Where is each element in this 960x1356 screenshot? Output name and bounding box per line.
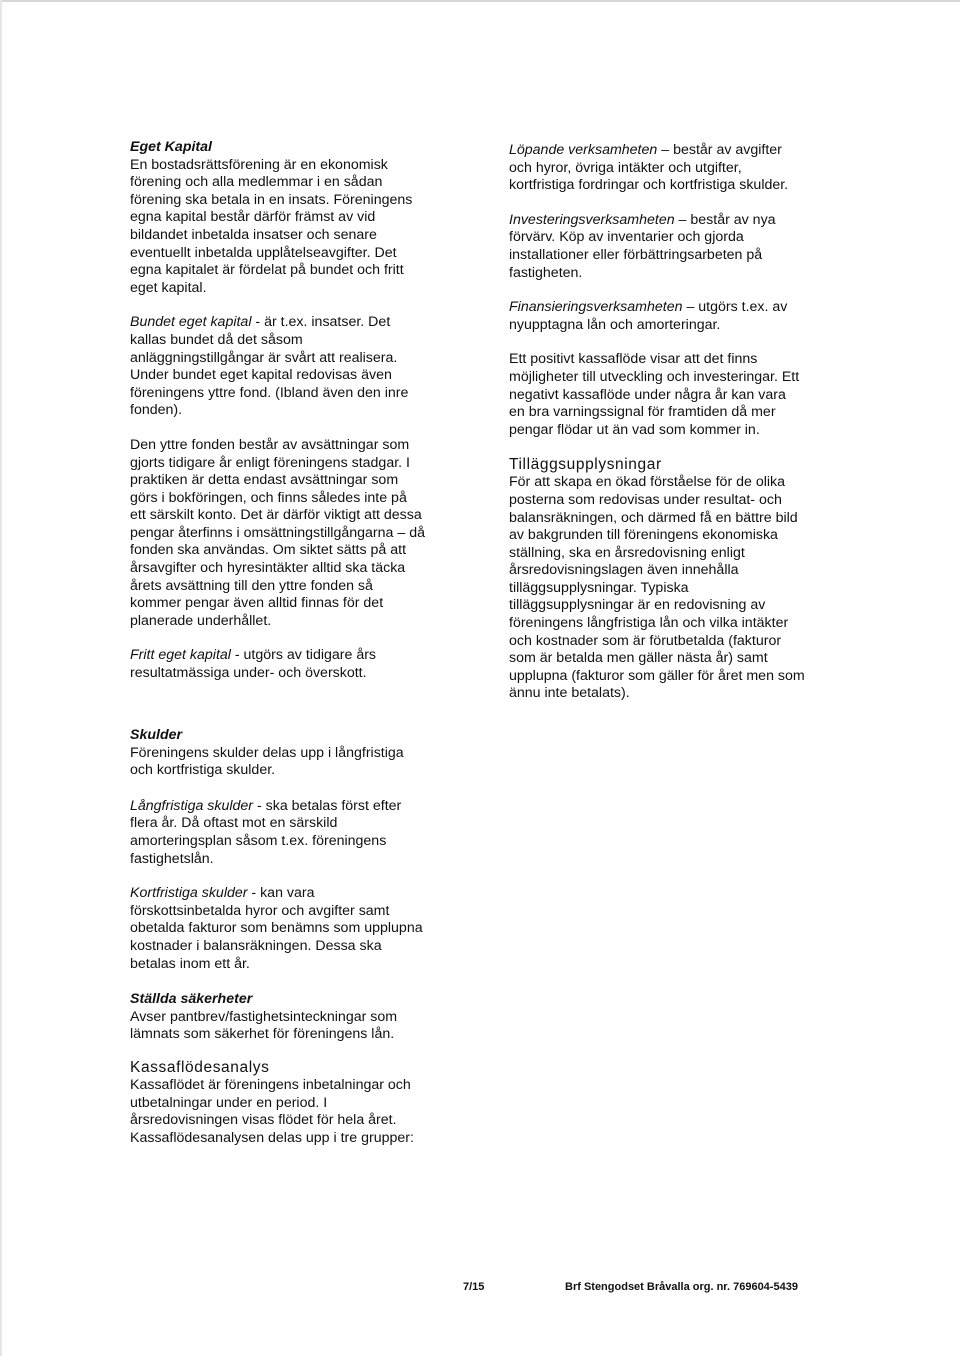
text-bundet-eget-kapital: - är t.ex. insatser. Det kallas bundet då det såsom anläggningstillgångar är svårt att realisera. Under bundet eget kapital redovisas även föreningens yttre fond. (Ibland även den inre fonden).	[130, 314, 409, 419]
footer-page-number: 7/15	[463, 1281, 485, 1293]
paragraph-fritt-eget-kapital	[130, 647, 470, 682]
scan-edge-top	[0, 0, 960, 2]
body-tillaggsupplysningar: För att skapa en ökad förståelse för de olika posterna som redovisas under resultat- och balansräkningen, och därmed få en bättre bild av bakgrunden till föreningens ekonomiska ställning, ska en årsredovisning enligt årsredovisningslagen även innehålla tilläggsupplysningar. Typiska tilläggsupplysningar är en redovisning av föreningens långfristiga lån och vilka intäkter och kostnader som är förutbetalda (fakturor som är betalda men gäller nästa år) samt upplupna (fakturor som gäller för året men som ännu inte betalats).	[509, 474, 805, 702]
left-column	[130, 139, 470, 683]
heading-skulder: Skulder	[130, 727, 183, 743]
text-fritt-eget-kapital: - utgörs av tidigare års resultatmässiga under- och överskott.	[130, 647, 377, 682]
paragraph-bundet-eget-kapital	[130, 314, 470, 420]
paragraph-kortfristiga-skulder	[130, 885, 470, 973]
section-tillaggsupplysningar	[509, 455, 849, 703]
footer-organization: Brf Stengodset Bråvalla org. nr. 769604-5439	[565, 1281, 798, 1293]
right-column	[509, 142, 849, 703]
text-langfristiga-skulder: - ska betalas först efter flera år. Då oftast mot en särskild amorteringsplan såsom t.ex. föreningens fastighetslån.	[130, 797, 402, 867]
left-column-lower	[130, 727, 470, 1147]
term-fritt-eget-kapital: Fritt eget kapital	[130, 647, 231, 664]
text-investeringsverksamheten: – består av nya förvärv. Köp av inventarier och gjorda installationer eller förbättringsarbeten på fastigheten.	[509, 211, 776, 281]
text-kortfristiga-skulder: - kan vara förskottsinbetalda hyror och avgifter samt obetalda fakturor som benämns som upplupna kostnader i balansräkningen. Dessa ska betalas inom ett år.	[130, 885, 423, 972]
heading-kassaflodesanalys: Kassaflödesanalys	[130, 1058, 270, 1076]
paragraph-yttre-fonden: Den yttre fonden består av avsättningar som gjorts tidigare år enligt föreningens stadgar. I praktiken är detta endast avsättningar som görs i bokföringen, och finns således inte på ett särskilt konto. Det är därför viktigt att dessa pengar återfinns i omsättningstillgångarna – då fonden ska användas. Om siktet sätts på att årsavgifter och hyresintäkter alltid ska täcka årets avsättning till den yttre fonden så kommer pengar även alltid finnas för det planerade underhållet.	[130, 436, 425, 629]
body-eget-kapital: En bostadsrättsförening är en ekonomisk förening och alla medlemmar i en sådan förening ska betala in en insats. Föreningens egna kapital består därför främst av vid bildandet inbetalda insatser och senare eventuellt inbetalda upplåtelseavgifter. Det egna kapitalet är fördelat på bundet och fritt eget kapital.	[130, 156, 413, 296]
scan-edge-left	[0, 0, 2, 1356]
term-bundet-eget-kapital: Bundet eget kapital	[130, 314, 252, 331]
term-lopande-verksamheten: Löpande verksamheten	[509, 142, 658, 158]
paragraph-investeringsverksamheten	[509, 212, 849, 282]
body-kassaflodesanalys: Kassaflödet är föreningens inbetalningar och utbetalningar under en period. I årsredovisningen visas flödet för hela året. Kassaflödesanalysen delas upp i tre grupper:	[130, 1076, 414, 1146]
term-finansieringsverksamheten: Finansieringsverksamheten	[509, 299, 683, 316]
section-skulder	[130, 727, 470, 780]
term-investeringsverksamheten: Investeringsverksamheten	[509, 211, 675, 228]
paragraph-lopande-verksamheten	[509, 142, 849, 195]
heading-tillaggsupplysningar: Tilläggsupplysningar	[509, 456, 662, 474]
paragraph-finansieringsverksamheten	[509, 299, 849, 334]
term-langfristiga-skulder: Långfristiga skulder	[130, 797, 254, 814]
body-skulder: Föreningens skulder delas upp i långfristiga och kortfristiga skulder.	[130, 744, 404, 779]
paragraph-langfristiga-skulder	[130, 798, 470, 868]
heading-stallda-sakerheter: Ställda säkerheter	[130, 991, 253, 1008]
heading-eget-kapital: Eget Kapital	[130, 139, 212, 155]
text-lopande-verksamheten: – består av avgifter och hyror, övriga intäkter och utgifter, kortfristiga fordringar och kortfristiga skulder.	[509, 142, 789, 194]
section-eget-kapital	[130, 139, 470, 297]
text-finansieringsverksamheten: – utgörs t.ex. av nyupptagna lån och amorteringar.	[509, 299, 788, 333]
paragraph-positivt-kassaflode: Ett positivt kassaflöde visar att det finns möjligheter till utveckling och investeringar. Ett negativt kassaflöde under några år kan vara en bra varningssignal för framtiden då mer pengar flödar ut än vad som kommer in.	[509, 351, 800, 438]
section-kassaflodesanalys	[130, 1058, 470, 1147]
section-stallda-sakerheter	[130, 991, 470, 1044]
body-stallda-sakerheter: Avser pantbrev/fastighetsinteckningar som lämnats som säkerhet för föreningens lån.	[130, 1008, 398, 1043]
term-kortfristiga-skulder: Kortfristiga skulder	[130, 885, 248, 902]
